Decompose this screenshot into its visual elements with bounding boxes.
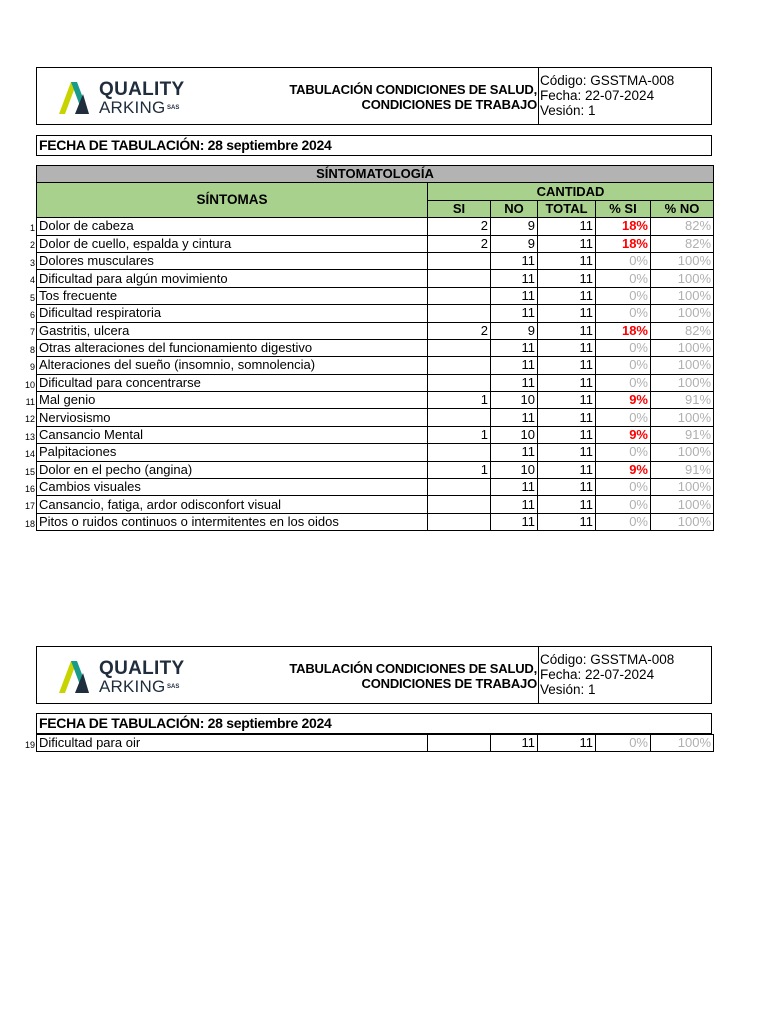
cell-pct-si: 0% [596,305,651,322]
symptom-label: Palpitaciones [37,444,428,461]
table-row [37,305,714,322]
row-number: 17 [24,501,35,512]
cell-pct-no: 100% [651,339,714,356]
cell-no: 9 [491,218,538,235]
cell-si: 2 [428,218,491,235]
cell-pct-no: 91% [651,392,714,409]
document-header [36,67,712,125]
cell-no: 11 [491,357,538,374]
document-title [237,82,537,112]
cell-total: 11 [538,322,596,339]
table-row [37,735,714,752]
cell-pct-si: 0% [596,357,651,374]
title-line1: TABULACIÓN CONDICIONES DE SALUD, [289,661,537,676]
cell-total: 11 [538,252,596,269]
cell-total: 11 [538,374,596,391]
cell-no: 11 [491,735,538,752]
cell-pct-si: 0% [596,270,651,287]
table-row [37,496,714,513]
cell-si [428,357,491,374]
col-sintomas: SÍNTOMAS [37,183,428,218]
symptom-label: Otras alteraciones del funcionamiento digestivo [37,339,428,356]
symptom-label: Dificultad para algún movimiento [37,270,428,287]
document-title [237,661,537,691]
cell-no: 10 [491,426,538,443]
column-group-row [37,183,714,200]
cell-si: 2 [428,322,491,339]
table-row [37,513,714,530]
cell-pct-no: 82% [651,218,714,235]
meta-codigo: Código: GSSTMA-008 [540,73,675,88]
fecha-tabulacion-page2: FECHA DE TABULACIÓN: 28 septiembre 2024 [36,713,712,734]
cell-pct-no: 100% [651,287,714,304]
cell-pct-no: 100% [651,252,714,269]
row-number: 8 [29,344,35,355]
cell-pct-no: 100% [651,735,714,752]
cell-total: 11 [538,235,596,252]
cell-pct-si: 0% [596,409,651,426]
symptom-label: Alteraciones del sueño (insomnio, somnolencia) [37,357,428,374]
meta-codigo: Código: GSSTMA-008 [540,652,675,667]
cell-si [428,287,491,304]
meta-version: Vesión: 1 [540,682,596,697]
cell-no: 11 [491,252,538,269]
cell-si [428,270,491,287]
row-number: 7 [29,327,35,338]
table-row [37,270,714,287]
cell-total: 11 [538,426,596,443]
logo-suffix: SAS [167,684,180,690]
cell-total: 11 [538,735,596,752]
cell-pct-no: 100% [651,270,714,287]
cell-pct-si: 0% [596,479,651,496]
cell-si [428,339,491,356]
cell-total: 11 [538,305,596,322]
table-row [37,287,714,304]
cell-pct-si: 9% [596,392,651,409]
cell-pct-no: 100% [651,374,714,391]
logo-line2: ARKING [99,677,166,696]
row-number: 6 [29,310,35,321]
row-number: 9 [29,362,35,373]
cell-no: 11 [491,339,538,356]
cell-si: 1 [428,392,491,409]
company-logo [57,657,217,697]
row-number: 19 [24,739,35,750]
cell-total: 11 [538,357,596,374]
cell-pct-no: 100% [651,444,714,461]
row-number: 18 [24,518,35,529]
title-line2: CONDICIONES DE TRABAJO [361,676,537,691]
cell-pct-no: 100% [651,409,714,426]
cell-total: 11 [538,339,596,356]
symptom-label: Cansancio Mental [37,426,428,443]
symptom-label: Nerviosismo [37,409,428,426]
table-row [37,461,714,478]
symptoms-table [36,165,714,531]
table-row [37,444,714,461]
row-number: 1 [29,223,35,234]
symptom-label: Dolor de cuello, espalda y cintura [37,235,428,252]
cell-si [428,735,491,752]
meta-divider [538,647,539,703]
symptom-label: Tos frecuente [37,287,428,304]
col-no: NO [491,200,538,217]
cell-total: 11 [538,461,596,478]
cell-total: 11 [538,218,596,235]
col-total: TOTAL [538,200,596,217]
cell-total: 11 [538,513,596,530]
cell-total: 11 [538,409,596,426]
cell-si [428,496,491,513]
symptom-label: Dolor en el pecho (angina) [37,461,428,478]
table-row [37,426,714,443]
cell-pct-si: 0% [596,374,651,391]
table-row [37,218,714,235]
cell-no: 11 [491,270,538,287]
cell-pct-si: 0% [596,513,651,530]
cell-no: 11 [491,444,538,461]
cell-no: 11 [491,374,538,391]
cell-pct-si: 0% [596,287,651,304]
table-body [37,218,714,531]
cell-pct-no: 100% [651,305,714,322]
symptom-label: Mal genio [37,392,428,409]
cell-no: 11 [491,513,538,530]
cell-pct-si: 9% [596,461,651,478]
cell-pct-no: 100% [651,496,714,513]
symptom-label: Dificultad para oir [37,735,428,752]
row-number: 13 [24,431,35,442]
document-header-page2 [36,646,712,704]
cell-pct-si: 9% [596,426,651,443]
cell-pct-no: 82% [651,322,714,339]
cell-no: 9 [491,322,538,339]
cell-si [428,305,491,322]
symptom-label: Dolor de cabeza [37,218,428,235]
table-body [37,735,714,752]
cell-si: 1 [428,426,491,443]
cell-pct-no: 82% [651,235,714,252]
cell-pct-si: 0% [596,339,651,356]
cell-si [428,513,491,530]
cell-si [428,374,491,391]
col-pct-no: % NO [651,200,714,217]
section-header-row [37,166,714,183]
cell-no: 10 [491,392,538,409]
cell-pct-si: 18% [596,218,651,235]
table-row [37,235,714,252]
table-row [37,479,714,496]
cell-no: 11 [491,287,538,304]
meta-divider [538,68,539,124]
cell-pct-si: 18% [596,322,651,339]
cell-no: 9 [491,235,538,252]
cell-total: 11 [538,444,596,461]
table-row [37,322,714,339]
cell-si [428,252,491,269]
document-meta [540,652,674,697]
cell-pct-si: 0% [596,496,651,513]
cell-no: 11 [491,496,538,513]
logo-line1: QUALITY [99,79,185,100]
col-si: SI [428,200,491,217]
cell-no: 11 [491,479,538,496]
logo-suffix: SAS [167,105,180,111]
cell-pct-si: 18% [596,235,651,252]
cell-total: 11 [538,270,596,287]
meta-version: Vesión: 1 [540,103,596,118]
meta-fecha: Fecha: 22-07-2024 [540,667,655,682]
cell-pct-si: 0% [596,252,651,269]
cell-total: 11 [538,479,596,496]
document-meta [540,73,674,118]
cell-pct-no: 100% [651,513,714,530]
logo-line1: QUALITY [99,658,185,679]
table-row [37,357,714,374]
row-number: 4 [29,275,35,286]
row-number: 12 [24,414,35,425]
cell-pct-si: 0% [596,444,651,461]
row-number: 16 [24,483,35,494]
table-row [37,392,714,409]
cell-pct-no: 91% [651,426,714,443]
row-number: 11 [25,396,35,407]
row-number: 5 [29,292,35,303]
cell-no: 10 [491,461,538,478]
cell-si: 2 [428,235,491,252]
meta-fecha: Fecha: 22-07-2024 [540,88,655,103]
table-row [37,409,714,426]
title-line1: TABULACIÓN CONDICIONES DE SALUD, [289,82,537,97]
cell-no: 11 [491,409,538,426]
symptom-label: Dolores musculares [37,252,428,269]
cell-pct-no: 100% [651,357,714,374]
symptom-label: Dificultad respiratoria [37,305,428,322]
table-row [37,374,714,391]
table-row [37,252,714,269]
symptom-label: Pitos o ruidos continuos o intermitentes en los oidos [37,513,428,530]
title-line2: CONDICIONES DE TRABAJO [361,97,537,112]
col-cantidad: CANTIDAD [428,183,714,200]
logo-line2: ARKING [99,98,166,117]
symptom-label: Cambios visuales [37,479,428,496]
symptom-label: Dificultad para concentrarse [37,374,428,391]
row-number: 3 [29,257,35,268]
cell-si [428,444,491,461]
cell-pct-si: 0% [596,735,651,752]
company-logo [57,78,217,118]
table-row [37,339,714,356]
cell-total: 11 [538,392,596,409]
col-pct-si: % SI [596,200,651,217]
cell-pct-no: 100% [651,479,714,496]
cell-no: 11 [491,305,538,322]
cell-total: 11 [538,287,596,304]
row-number: 14 [24,449,35,460]
row-number: 10 [24,379,35,390]
cell-si [428,479,491,496]
cell-si: 1 [428,461,491,478]
cell-total: 11 [538,496,596,513]
symptom-label: Cansancio, fatiga, ardor odisconfort visual [37,496,428,513]
symptom-label: Gastritis, ulcera [37,322,428,339]
symptoms-table-page2 [36,734,714,752]
fecha-tabulacion: FECHA DE TABULACIÓN: 28 septiembre 2024 [36,135,712,156]
cell-si [428,409,491,426]
row-number: 2 [29,240,35,251]
row-number: 15 [24,466,35,477]
cell-pct-no: 91% [651,461,714,478]
section-title: SÍNTOMATOLOGÍA [37,166,714,183]
